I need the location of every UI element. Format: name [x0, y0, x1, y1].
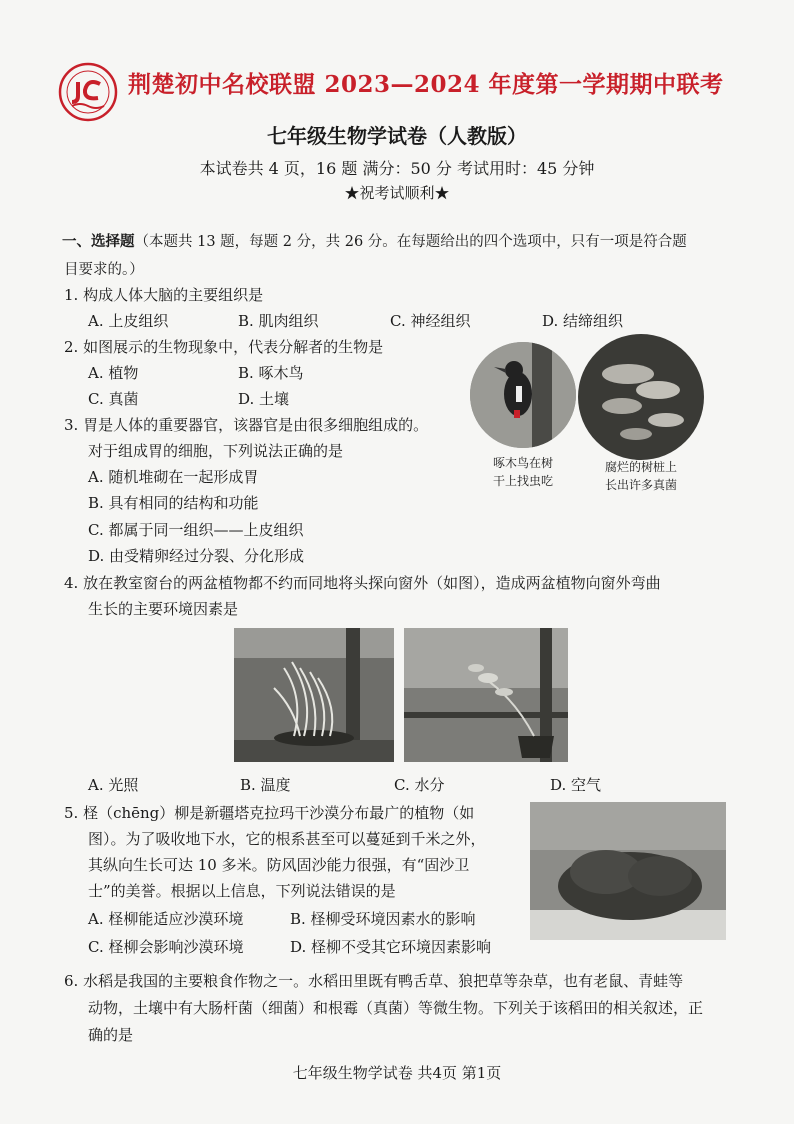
- question-3-option-a: A. 随机堆砌在一起形成胃: [88, 468, 259, 486]
- question-3-option-b: B. 具有相同的结构和功能: [88, 494, 259, 512]
- question-3-option-d: D. 由受精卵经过分裂、分化形成: [88, 547, 305, 565]
- woodpecker-caption: [478, 454, 568, 490]
- question-2-option-d: D. 土壤: [238, 390, 290, 408]
- question-4-option-c: C. 水分: [394, 776, 445, 794]
- page-footer: 七年级生物学试卷 共4页 第1页: [292, 1064, 502, 1082]
- fungi-caption: [596, 458, 686, 494]
- question-4-stem-line-1: 4. 放在教室窗台的两盆植物都不约而同地将头探向窗外（如图），造成两盆植物向窗外弯曲: [64, 574, 661, 592]
- section-desc-line-1: （本题共 13 题，每题 2 分，共 26 分。在每题给出的四个选项中，只有一项是符合题: [134, 234, 687, 250]
- fungi-caption-line-1: 腐烂的树桩上: [604, 460, 677, 474]
- question-1-option-d: D. 结缔组织: [542, 312, 624, 330]
- fungi-caption-line-2: 长出许多真菌: [604, 478, 677, 492]
- question-6-stem-line-1: 6. 水稻是我国的主要粮食作物之一。水稻田里既有鸭舌草、狼把草等杂草，也有老鼠、青蛙等: [64, 972, 684, 990]
- question-5-option-b: B. 柽柳受环境因素水的影响: [290, 910, 476, 928]
- question-4-option-d: D. 空气: [550, 776, 602, 794]
- alliance-logo: [58, 62, 118, 122]
- woodpecker-caption-line-1: 啄木鸟在树: [492, 456, 553, 470]
- question-6-stem-line-2: 动物，土壤中有大肠杆菌（细菌）和根霉（真菌）等微生物。下列关于该稻田的相关叙述，正: [88, 999, 704, 1017]
- question-5-stem-line-3: 其纵向生长可达 10 多米。防风固沙能力很强，有“固沙卫: [88, 856, 470, 874]
- question-5-stem-line-2: 图）。为了吸收地下水，它的根系甚至可以蔓延到千米之外，: [88, 830, 486, 848]
- question-5-option-a: A. 柽柳能适应沙漠环境: [88, 910, 244, 928]
- question-1-stem: 1. 构成人体大脑的主要组织是: [64, 286, 264, 304]
- fungi-stump-photo: [578, 334, 704, 460]
- woodpecker-caption-line-2: 干上找虫吃: [492, 474, 553, 488]
- question-1-option-c: C. 神经组织: [390, 312, 471, 330]
- exam-header-title: 荆楚初中名校联盟 2023—2024 年度第一学期期中联考: [128, 71, 724, 98]
- section-heading: 一、选择题: [62, 233, 135, 250]
- potted-plant-photo-left: [234, 628, 394, 762]
- question-3-stem-line-1: 3. 胃是人体的重要器官，该器官是由很多细胞组成的。: [64, 416, 429, 434]
- question-2-option-b: B. 啄木鸟: [238, 364, 304, 382]
- question-5-option-c: C. 柽柳会影响沙漠环境: [88, 938, 244, 956]
- question-4-stem-line-2: 生长的主要环境因素是: [88, 600, 239, 618]
- question-2-stem: 2. 如图展示的生物现象中，代表分解者的生物是: [64, 338, 384, 356]
- question-4-option-a: A. 光照: [88, 776, 139, 794]
- section-desc-line-2: 目要求的。）: [64, 262, 144, 278]
- question-1-option-a: A. 上皮组织: [88, 312, 169, 330]
- question-6-stem-line-3: 确的是: [88, 1026, 134, 1044]
- paper-title: 七年级生物学试卷（人教版）: [267, 124, 527, 148]
- question-4-option-b: B. 温度: [240, 776, 291, 794]
- question-3-option-c: C. 都属于同一组织——上皮组织: [88, 521, 304, 539]
- potted-plant-photo-right: [404, 628, 568, 762]
- question-1-option-b: B. 肌肉组织: [238, 312, 319, 330]
- woodpecker-photo: [470, 342, 576, 448]
- question-3-stem-line-2: 对于组成胃的细胞，下列说法正确的是: [88, 442, 344, 460]
- question-5-stem-line-4: 士”的美誉。根据以上信息，下列说法错误的是: [88, 882, 396, 900]
- section-1-instructions: [62, 228, 722, 284]
- question-5-option-d: D. 柽柳不受其它环境因素影响: [290, 938, 492, 956]
- tamarisk-photo: [530, 802, 726, 940]
- paper-info: 本试卷共 4 页，16 题 满分：50 分 考试用时：45 分钟: [199, 159, 595, 178]
- good-luck-line: ★祝考试顺利★: [344, 184, 450, 202]
- question-5-stem-line-1: 5. 柽（chēng）柳是新疆塔克拉玛干沙漠分布最广的植物（如: [64, 804, 475, 822]
- question-2-option-a: A. 植物: [88, 364, 139, 382]
- question-2-option-c: C. 真菌: [88, 390, 139, 408]
